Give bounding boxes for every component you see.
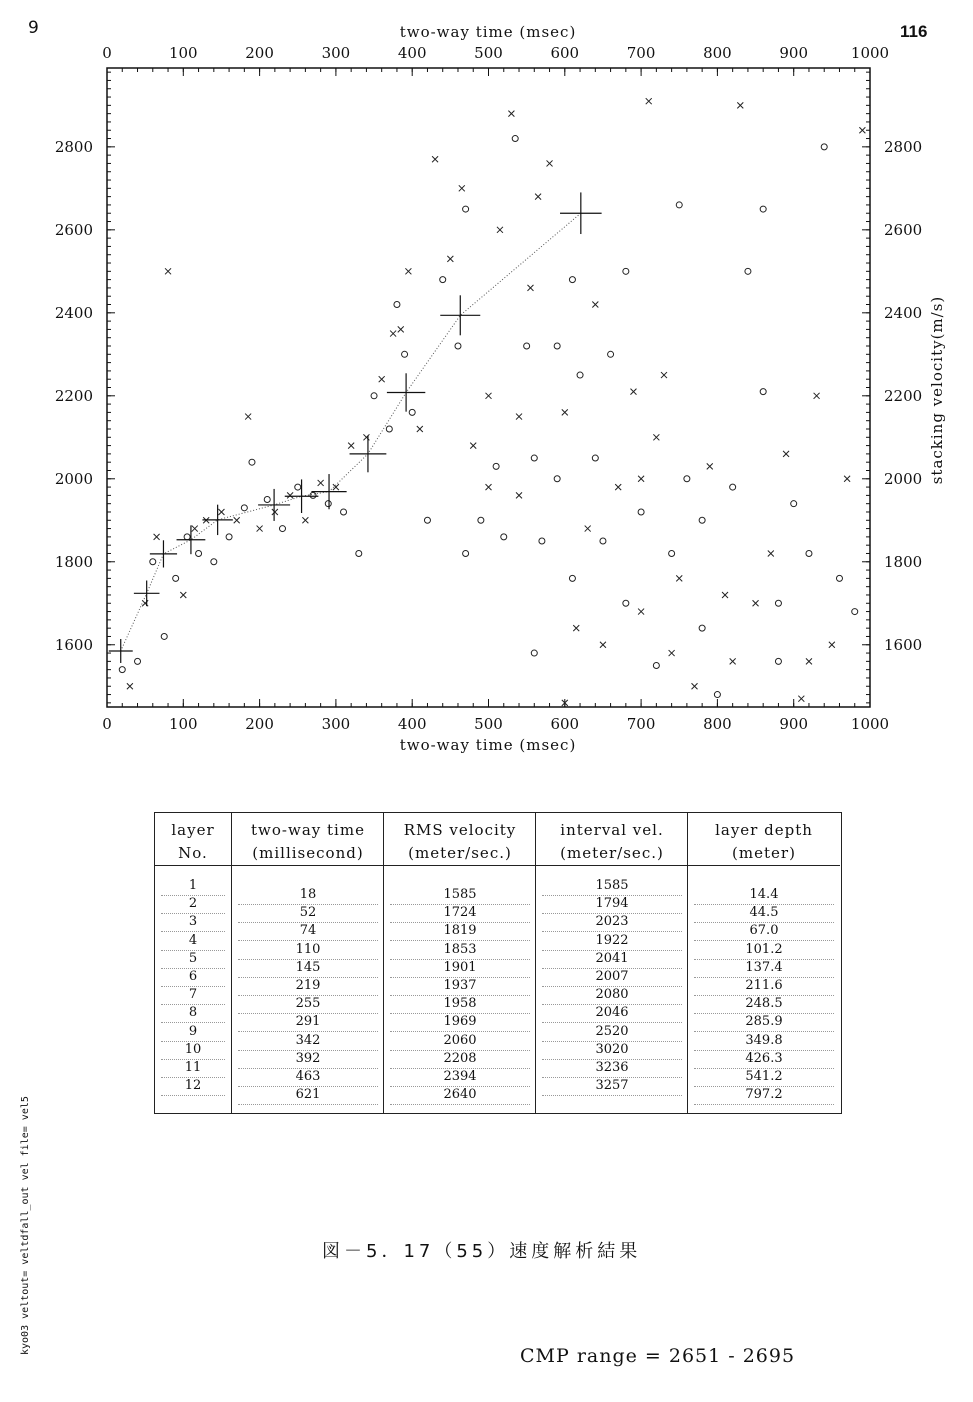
scatter-point	[119, 667, 125, 673]
table-column-layer-depth	[687, 813, 840, 1113]
x-axis-bottom	[102, 699, 889, 733]
scatter-point	[692, 683, 698, 689]
scatter-point	[527, 285, 533, 291]
table-cell: 2520	[542, 1023, 682, 1042]
scatter-point	[684, 476, 690, 482]
plot-frame	[107, 68, 870, 707]
scatter-point	[165, 268, 171, 274]
x-tick-label-top: 600	[550, 44, 580, 62]
velocity-dotted-line	[121, 213, 581, 651]
table-header	[155, 813, 231, 866]
y-tick-label-left: 2600	[54, 220, 93, 239]
table-cell: 6	[161, 968, 225, 987]
scatter-point	[646, 98, 652, 104]
scatter-point	[676, 202, 682, 208]
scatter-point	[669, 550, 675, 556]
scatter-point	[493, 463, 499, 469]
x-tick-label-top: 0	[102, 44, 112, 62]
scatter-point	[512, 136, 518, 142]
scatter-point	[829, 642, 835, 648]
scatter-point	[554, 476, 560, 482]
semblance-points	[119, 98, 865, 706]
scatter-point	[676, 575, 682, 581]
table-cell: 67.0	[694, 922, 834, 941]
table-cell: 2041	[542, 950, 682, 969]
table-cell: 2007	[542, 968, 682, 987]
velocity-table	[154, 812, 842, 1114]
figure-caption: 図－5．17（55）速度解析結果	[322, 1241, 642, 1262]
x-tick-label-top: 900	[779, 44, 809, 62]
scatter-point	[325, 501, 331, 507]
y-tick-label-left: 1800	[54, 552, 93, 571]
table-cell: 9	[161, 1023, 225, 1042]
scatter-point	[161, 633, 167, 639]
scatter-point	[573, 625, 579, 631]
table-cell: 1794	[542, 895, 682, 914]
x-tick-label-top: 700	[626, 44, 656, 62]
scatter-point	[600, 538, 606, 544]
table-cell: 248.5	[694, 995, 834, 1014]
x-tick-label-top: 1000	[850, 44, 890, 62]
scatter-point	[592, 302, 598, 308]
table-cell: 7	[161, 986, 225, 1005]
scatter-point	[623, 268, 629, 274]
y-tick-label-left: 2800	[54, 137, 93, 156]
scatter-point	[585, 526, 591, 532]
table-header-line: No.	[178, 844, 208, 862]
scatter-point	[600, 642, 606, 648]
table-cell: 2208	[390, 1050, 530, 1069]
table-cell: 18	[238, 886, 378, 905]
scatter-point	[531, 650, 537, 656]
table-cell: 52	[238, 904, 378, 923]
scatter-point	[386, 426, 392, 432]
scatter-point	[760, 206, 766, 212]
scatter-point	[455, 343, 461, 349]
scatter-point	[463, 206, 469, 212]
table-cell: 74	[238, 922, 378, 941]
table-cell: 621	[238, 1086, 378, 1105]
scatter-point	[150, 559, 156, 565]
scatter-point	[524, 343, 530, 349]
scatter-point	[653, 434, 659, 440]
scatter-point	[760, 389, 766, 395]
scatter-point	[184, 534, 190, 540]
table-cell: 342	[238, 1032, 378, 1051]
table-header	[688, 813, 840, 866]
scatter-point	[539, 538, 545, 544]
table-cell: 1724	[390, 904, 530, 923]
table-cell: 2080	[542, 986, 682, 1005]
x-tick-label-top: 100	[168, 44, 198, 62]
y-tick-label-left: 2400	[54, 303, 93, 322]
x-tick-label-bottom: 500	[474, 715, 503, 733]
x-tick-label-top: 300	[321, 44, 351, 62]
table-cell: 2023	[542, 913, 682, 932]
picked-velocity-function	[109, 192, 602, 663]
velocity-pick-cross	[440, 295, 480, 335]
scatter-point	[302, 517, 308, 523]
velocity-pick-cross	[387, 373, 425, 411]
scatter-point	[852, 609, 858, 615]
scatter-point	[470, 443, 476, 449]
scatter-point	[459, 185, 465, 191]
scatter-point	[371, 393, 377, 399]
y-axis-title: stacking velocity(m/s)	[928, 295, 946, 485]
x-axis-title-top: two-way time (msec)	[399, 23, 577, 41]
table-cell: 12	[161, 1077, 225, 1096]
x-tick-label-top: 200	[245, 44, 274, 62]
table-header	[232, 813, 384, 866]
scatter-point	[432, 156, 438, 162]
table-column-layer-no	[155, 813, 231, 1113]
scatter-point	[730, 658, 736, 664]
y-tick-label-right: 2800	[884, 137, 923, 156]
scatter-point	[341, 509, 347, 515]
scatter-point	[768, 550, 774, 556]
scatter-point	[669, 650, 675, 656]
table-cell: 291	[238, 1013, 378, 1032]
x-tick-label-bottom: 300	[321, 715, 351, 733]
table-cell: 1	[161, 877, 225, 896]
scatter-point	[310, 492, 316, 498]
scatter-point	[714, 692, 720, 698]
scatter-point	[379, 376, 385, 382]
scatter-point	[241, 505, 247, 511]
scatter-point	[737, 102, 743, 108]
scatter-point	[180, 592, 186, 598]
scatter-point	[295, 484, 301, 490]
table-cell: 2640	[390, 1086, 530, 1105]
scatter-point	[638, 609, 644, 615]
table-cell: 4	[161, 932, 225, 951]
table-header-line: two-way time	[251, 821, 365, 839]
table-header-line: (meter/sec.)	[408, 844, 512, 862]
scatter-point	[608, 351, 614, 357]
x-tick-label-top: 400	[397, 44, 427, 62]
table-cell: 44.5	[694, 904, 834, 923]
scatter-point	[615, 484, 621, 490]
table-cell: 1969	[390, 1013, 530, 1032]
scatter-point	[405, 268, 411, 274]
scatter-point	[135, 658, 141, 664]
scatter-point	[699, 625, 705, 631]
table-cell: 392	[238, 1050, 378, 1069]
y-tick-label-right: 1800	[884, 552, 923, 571]
table-cell: 219	[238, 977, 378, 996]
scatter-point	[638, 509, 644, 515]
x-tick-label-bottom: 1000	[850, 715, 890, 733]
x-tick-label-top: 500	[474, 44, 503, 62]
page-number-right: 116	[900, 22, 928, 41]
x-tick-label-bottom: 600	[550, 715, 580, 733]
scatter-point	[753, 600, 759, 606]
table-cell: 797.2	[694, 1086, 834, 1105]
scatter-point	[806, 550, 812, 556]
scatter-point	[814, 393, 820, 399]
side-file-note: kyo03 veltout= veltdfall_out vel file= vel5	[20, 1096, 31, 1355]
table-header-line: interval vel.	[560, 821, 664, 839]
scatter-point	[783, 451, 789, 457]
scatter-point	[592, 455, 598, 461]
table-column-two-way-time	[231, 813, 384, 1113]
scatter-point	[638, 476, 644, 482]
table-cell: 3257	[542, 1077, 682, 1096]
scatter-point	[821, 144, 827, 150]
y-tick-label-left: 1600	[54, 635, 93, 654]
scatter-point	[218, 509, 224, 515]
table-cell: 11	[161, 1059, 225, 1078]
scatter-point	[730, 484, 736, 490]
x-tick-label-bottom: 900	[779, 715, 809, 733]
scatter-point	[417, 426, 423, 432]
table-cell: 10	[161, 1041, 225, 1060]
scatter-point	[196, 550, 202, 556]
scatter-point	[192, 526, 198, 532]
x-tick-label-top: 800	[703, 44, 732, 62]
x-tick-label-bottom: 400	[397, 715, 427, 733]
scatter-point	[569, 277, 575, 283]
table-cell: 1585	[542, 877, 682, 896]
table-header	[536, 813, 688, 866]
table-cell: 349.8	[694, 1032, 834, 1051]
scatter-point	[211, 559, 217, 565]
y-tick-label-left: 2000	[54, 469, 93, 488]
scatter-point	[630, 389, 636, 395]
y-tick-label-right: 2400	[884, 303, 923, 322]
scatter-point	[547, 160, 553, 166]
cmp-range-label: CMP range = 2651 - 2695	[520, 1345, 796, 1367]
scatter-point	[463, 550, 469, 556]
scatter-point	[508, 111, 514, 117]
table-header-line: (meter)	[732, 844, 796, 862]
scatter-point	[173, 575, 179, 581]
scatter-point	[535, 194, 541, 200]
scatter-point	[409, 409, 415, 415]
scatter-point	[486, 393, 492, 399]
scatter-point	[562, 409, 568, 415]
table-cell: 3020	[542, 1041, 682, 1060]
scatter-point	[859, 127, 865, 133]
table-column-interval-vel	[535, 813, 688, 1113]
plot-border	[107, 68, 870, 707]
scatter-point	[154, 534, 160, 540]
table-cell: 5	[161, 950, 225, 969]
table-header-line: layer depth	[715, 821, 813, 839]
x-tick-label-bottom: 800	[703, 715, 732, 733]
scatter-point	[398, 326, 404, 332]
table-header	[384, 813, 536, 866]
scatter-point	[722, 592, 728, 598]
velocity-pick-cross	[311, 474, 346, 509]
table-cell: 2046	[542, 1004, 682, 1023]
scatter-point	[356, 550, 362, 556]
table-cell: 14.4	[694, 886, 834, 905]
scatter-point	[653, 663, 659, 669]
scatter-point	[245, 414, 251, 420]
table-cell: 255	[238, 995, 378, 1014]
y-tick-label-right: 2600	[884, 220, 923, 239]
page-number-left: 9	[28, 18, 39, 38]
velocity-pick-cross	[258, 489, 290, 521]
velocity-pick-cross	[177, 525, 206, 554]
table-cell: 1585	[390, 886, 530, 905]
scatter-point	[402, 351, 408, 357]
y-axis-left	[55, 72, 115, 703]
scatter-point	[836, 575, 842, 581]
scatter-point	[623, 600, 629, 606]
x-axis-top	[102, 44, 889, 76]
scatter-point	[745, 268, 751, 274]
scatter-point	[272, 509, 278, 515]
velocity-pick-cross	[202, 505, 232, 535]
scatter-point	[348, 443, 354, 449]
scatter-point	[440, 277, 446, 283]
scatter-point	[424, 517, 430, 523]
scatter-point	[844, 476, 850, 482]
scatter-point	[478, 517, 484, 523]
scatter-point	[394, 302, 400, 308]
scatter-point	[707, 463, 713, 469]
table-header-line: (millisecond)	[252, 844, 364, 862]
scatter-point	[264, 497, 270, 503]
scatter-point	[447, 256, 453, 262]
table-cell: 211.6	[694, 977, 834, 996]
x-tick-label-bottom: 700	[626, 715, 656, 733]
table-cell: 426.3	[694, 1050, 834, 1069]
table-cell: 137.4	[694, 959, 834, 978]
scatter-point	[516, 414, 522, 420]
scatter-point	[516, 492, 522, 498]
scatter-point	[257, 526, 263, 532]
scatter-point	[577, 372, 583, 378]
x-tick-label-bottom: 100	[168, 715, 198, 733]
table-cell: 285.9	[694, 1013, 834, 1032]
scatter-point	[497, 227, 503, 233]
table-cell: 101.2	[694, 941, 834, 960]
scatter-point	[699, 517, 705, 523]
scatter-point	[554, 343, 560, 349]
velocity-pick-cross	[134, 581, 160, 607]
scatter-point	[318, 480, 324, 486]
y-tick-label-right: 2200	[884, 386, 923, 405]
scatter-point	[531, 455, 537, 461]
table-cell: 1853	[390, 941, 530, 960]
table-cell: 2	[161, 895, 225, 914]
y-tick-label-left: 2200	[54, 386, 93, 405]
velocity-pick-cross	[150, 540, 177, 567]
table-cell: 110	[238, 941, 378, 960]
table-cell: 2394	[390, 1068, 530, 1087]
scatter-point	[390, 331, 396, 337]
table-cell: 1901	[390, 959, 530, 978]
scatter-point	[806, 658, 812, 664]
velocity-pick-cross	[285, 479, 319, 513]
table-cell: 1922	[542, 932, 682, 951]
scatter-point	[775, 658, 781, 664]
table-column-rms-velocity	[383, 813, 536, 1113]
scatter-point	[279, 526, 285, 532]
scatter-point	[287, 492, 293, 498]
velocity-pick-cross	[109, 639, 133, 663]
scatter-point	[798, 696, 804, 702]
x-tick-label-bottom: 200	[245, 715, 274, 733]
velocity-pick-cross	[560, 192, 602, 234]
table-cell: 1819	[390, 922, 530, 941]
table-cell: 3236	[542, 1059, 682, 1078]
x-tick-label-bottom: 0	[102, 715, 112, 733]
x-axis-title-bottom: two-way time (msec)	[399, 736, 577, 754]
scatter-point	[234, 517, 240, 523]
scatter-point	[775, 600, 781, 606]
scatter-point	[791, 501, 797, 507]
scatter-point	[127, 683, 133, 689]
table-cell: 1937	[390, 977, 530, 996]
table-cell: 2060	[390, 1032, 530, 1051]
table-header-line: layer	[171, 821, 215, 839]
table-cell: 1958	[390, 995, 530, 1014]
scatter-point	[501, 534, 507, 540]
table-cell: 463	[238, 1068, 378, 1087]
y-tick-label-right: 1600	[884, 635, 923, 654]
table-header-line: RMS velocity	[403, 821, 517, 839]
scatter-point	[486, 484, 492, 490]
scatter-point	[226, 534, 232, 540]
scatter-point	[661, 372, 667, 378]
table-cell: 541.2	[694, 1068, 834, 1087]
scatter-point	[569, 575, 575, 581]
y-tick-label-right: 2000	[884, 469, 923, 488]
table-cell: 3	[161, 913, 225, 932]
table-cell: 145	[238, 959, 378, 978]
table-cell: 8	[161, 1004, 225, 1023]
table-header-line: (meter/sec.)	[560, 844, 664, 862]
scatter-point	[249, 459, 255, 465]
y-axis-right	[862, 72, 922, 703]
